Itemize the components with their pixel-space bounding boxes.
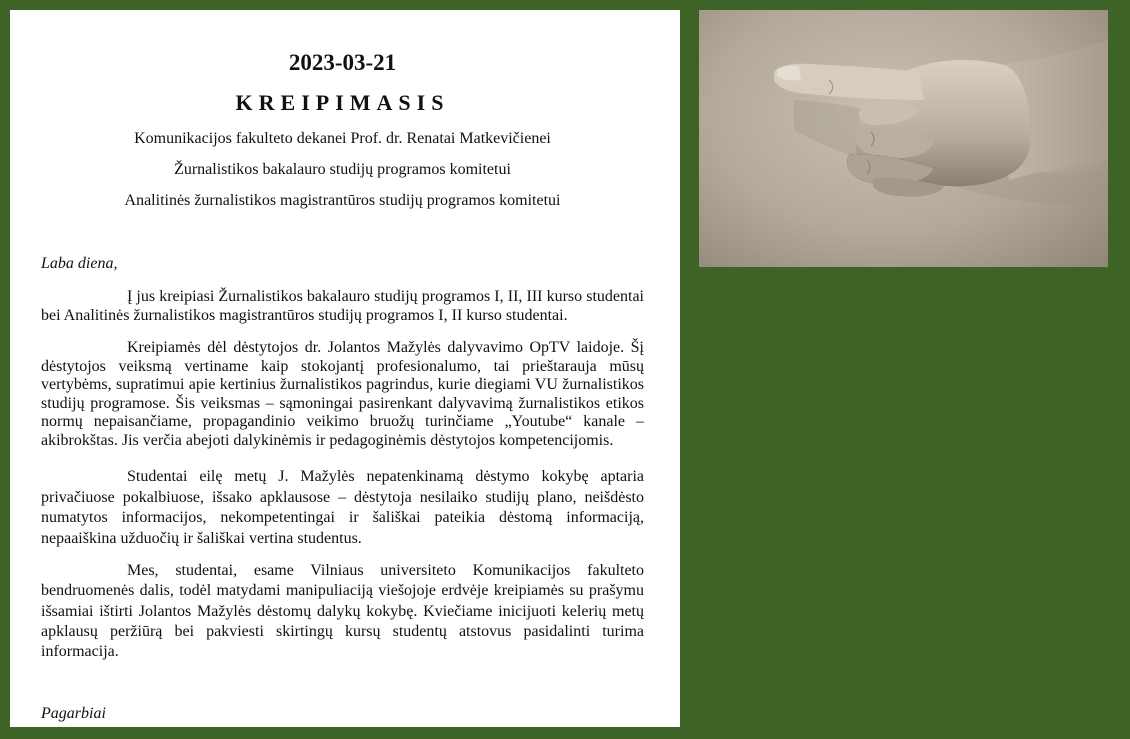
addressee-dean: Komunikacijos fakulteto dekanei Prof. dr. Renatai Matkevičienei bbox=[134, 130, 551, 147]
letter-document bbox=[10, 10, 680, 727]
addressee-bachelor-committee: Žurnalistikos bakalauro studijų programos komitetui bbox=[174, 161, 511, 178]
closing: Pagarbiai bbox=[41, 705, 106, 723]
pointing-hand-photo bbox=[699, 10, 1108, 267]
document-date: 2023-03-21 bbox=[288, 50, 397, 75]
pointing-hand-icon bbox=[699, 10, 1108, 267]
paragraph-1: Į jus kreipiasi Žurnalistikos bakalauro studijų programos I, II, III kurso studentai bei Analitinės žurnalistikos magistrantūros studijų programos I, II kurso studentai. bbox=[41, 288, 644, 324]
paragraph-4: Mes, studentai, esame Vilniaus universiteto Komunikacijos fakulteto bendruomenės dalis, todėl matydami manipuliaciją viešojoje erdvėje kreipiamės su prašymu išsamiai ištirti Jolantos Mažylės dėstomų dalykų kokybę. Kviečiame inicijuoti kelerių metų apklausų peržiūrą bei pakviesti skirtingų kursų studentų atstovus pasidalinti turima informacija. bbox=[41, 562, 644, 661]
paragraph-2: Kreipiamės dėl dėstytojos dr. Jolantos Mažylės dalyvavimo OpTV laidoje. Šį dėstytojos veiksmą vertiname kaip stokojantį profesionalumo, tai prieštarauja mūsų vertybėms, supratimui apie kertinius žurnalistikos pagrindus, kurie diegiami VU žurnalistikos studijų programose. Šis veiksmas – sąmoningai pasirenkant dalyvavimą žurnalistikos etikos normų nepaisančiame, propagandinio veikimo bruožų turinčiame „Youtube“ kanale – akibrokštas. Jis verčia abejoti dalykinėmis ir pedagoginėmis dėstytojos kompetencijomis. bbox=[41, 339, 644, 449]
paragraph-3: Studentai eilę metų J. Mažylės nepatenkinamą dėstymo kokybę aptaria privačiuose pokalbiuose, išsako apklausose – dėstytoja nesilaiko studijų plano, neišdėsto numatytos informacijos, nekompetentingai ir šališkai pateikia dėstomą informaciją, nepaaiškina užduočių ir šališkai vertina studentus. bbox=[41, 468, 644, 547]
greeting: Laba diena, bbox=[41, 255, 118, 272]
document-title: KREIPIMASIS bbox=[235, 90, 450, 115]
addressee-master-committee: Analitinės žurnalistikos magistrantūros studijų programos komitetui bbox=[124, 192, 561, 209]
